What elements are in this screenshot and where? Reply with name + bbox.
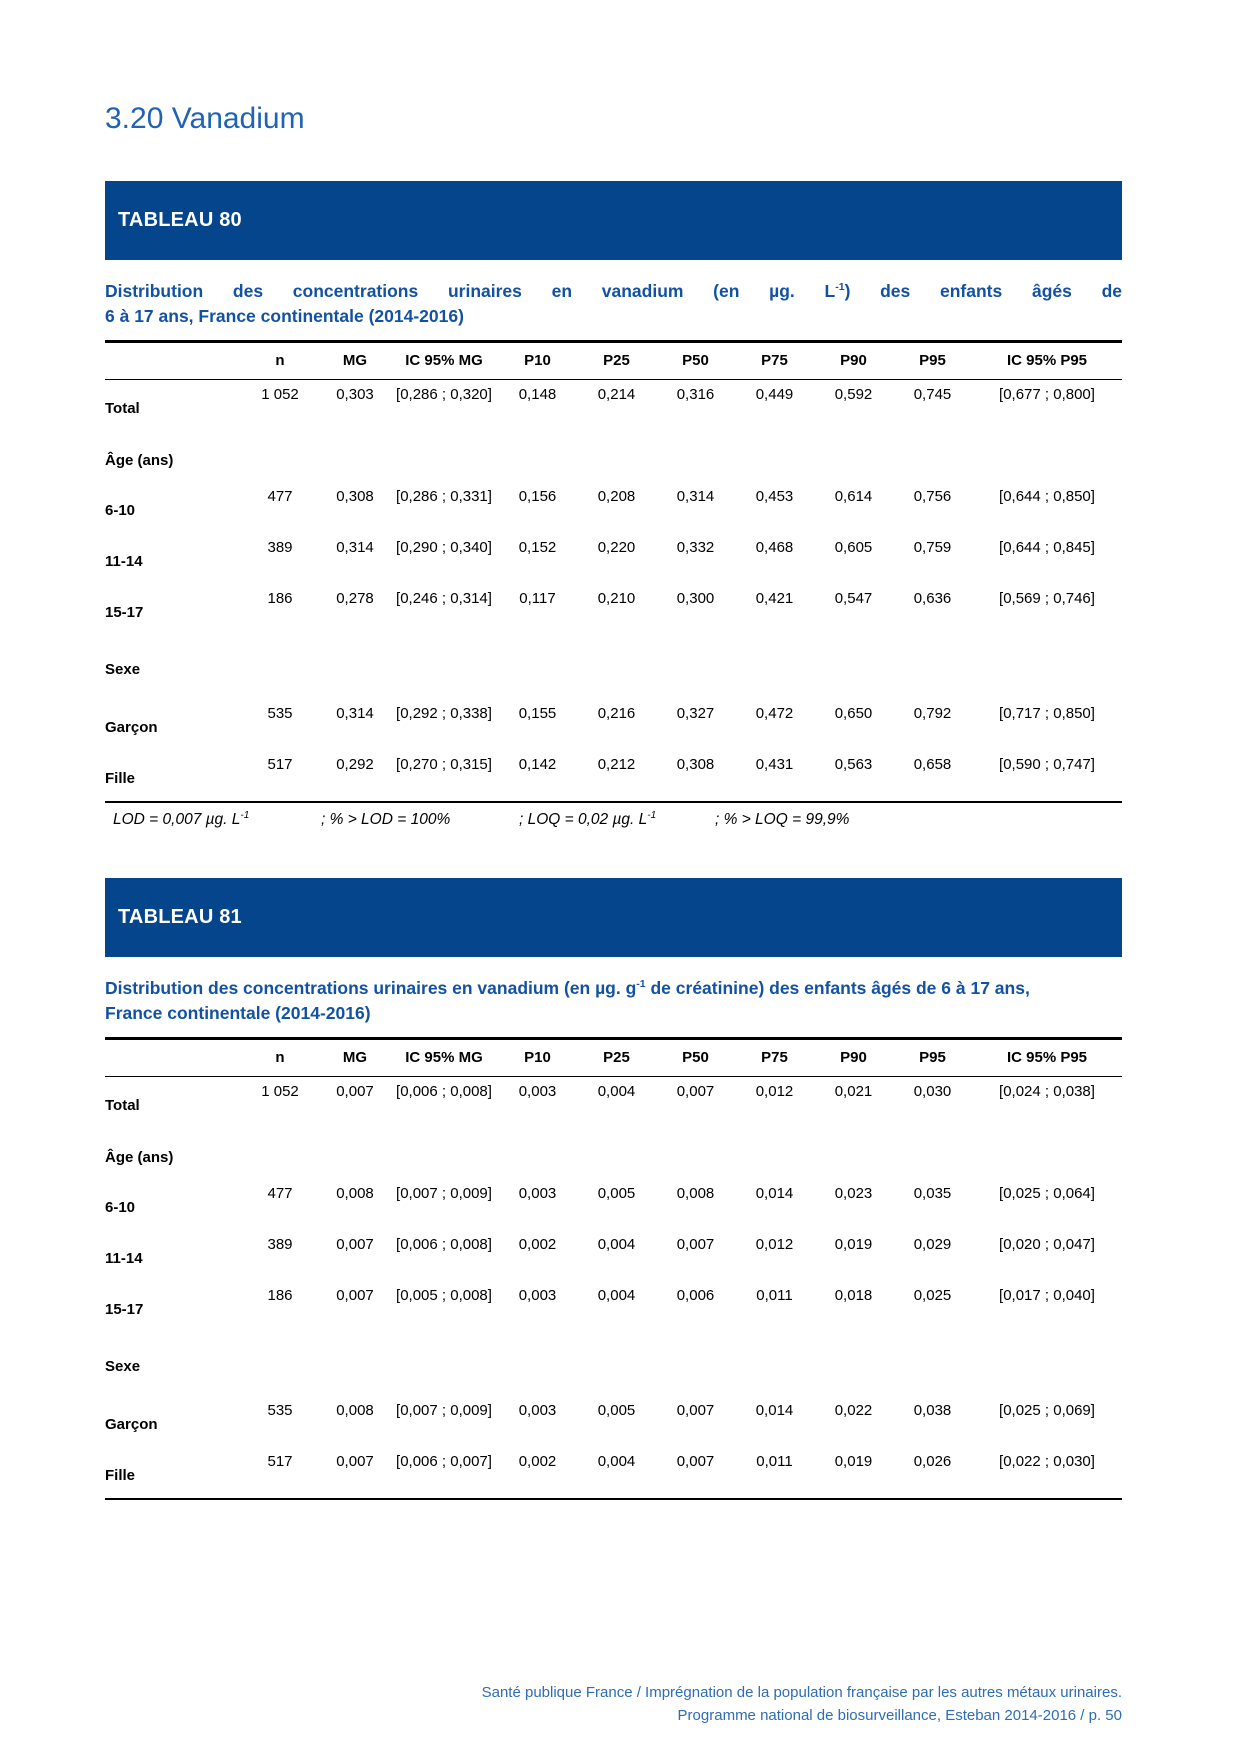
row-label-text: 11-14 [105, 552, 143, 570]
cell: 0,003 [518, 1082, 557, 1100]
cell: 389 [267, 538, 293, 556]
cell: 0,148 [518, 385, 557, 403]
row-label-text: Sexe [105, 660, 141, 678]
cell [814, 1132, 893, 1179]
tableau-81-table [105, 1037, 1122, 1500]
caption-line-1 [105, 972, 1122, 1001]
cell: [0,569 ; 0,746] [999, 589, 1095, 607]
cell [735, 435, 814, 482]
cell: 0,759 [913, 538, 952, 556]
row-label [105, 435, 240, 482]
cell [814, 435, 893, 482]
row-label [105, 1281, 240, 1332]
cell: [0,025 ; 0,064] [999, 1184, 1095, 1202]
row-label [105, 533, 240, 584]
column-header-mg: MG [342, 351, 368, 369]
cell: 0,023 [834, 1184, 873, 1202]
cell: 0,012 [755, 1082, 794, 1100]
row-label [105, 482, 240, 533]
cell: 0,035 [913, 1184, 952, 1202]
cell [577, 435, 656, 482]
cell: 0,026 [913, 1452, 952, 1470]
page-title: 3.20 Vanadium [105, 102, 305, 135]
column-header-empty [105, 341, 240, 379]
tableau-80-banner [105, 181, 1122, 260]
cell: 0,650 [834, 704, 873, 722]
section-row [105, 1132, 1122, 1179]
cell: [0,022 ; 0,030] [999, 1452, 1095, 1470]
cell: 0,449 [755, 385, 794, 403]
table-row [105, 1281, 1122, 1332]
cell: 0,004 [597, 1235, 636, 1253]
cell [320, 1132, 390, 1179]
cell: 0,007 [676, 1452, 715, 1470]
cell: 0,011 [756, 1286, 793, 1304]
row-label-text: 6-10 [105, 1198, 136, 1216]
column-header-ic95-mg: IC 95% MG [405, 1048, 483, 1066]
table-row [105, 750, 1122, 802]
tableau-80-footnote [105, 810, 1122, 829]
footnote-text: ; LOQ = 0,02 µg. L [519, 810, 648, 828]
footer-line-2: Programme national de biosurveillance, Esteban 2014-2016 / p. 50 [677, 1707, 1122, 1724]
footer-line-1: Santé publique France / Imprégnation de la population française par les autres métaux urinaires. [481, 1684, 1122, 1701]
cell: 0,421 [755, 589, 794, 607]
cell: 0,327 [676, 704, 715, 722]
row-label [105, 1332, 240, 1396]
row-label [105, 1230, 240, 1281]
caption-line-1 [105, 275, 1122, 304]
row-label-text: Garçon [105, 718, 158, 736]
cell: 0,002 [518, 1452, 557, 1470]
cell: 0,005 [597, 1184, 636, 1202]
cell: 0,210 [597, 589, 636, 607]
cell: [0,006 ; 0,008] [396, 1235, 492, 1253]
cell: 0,008 [336, 1401, 374, 1419]
cell: [0,020 ; 0,047] [999, 1235, 1095, 1253]
cell: [0,270 ; 0,315] [396, 755, 492, 773]
column-header-n: n [275, 1048, 285, 1066]
tableau-81-caption [105, 972, 1122, 1026]
cell: 0,605 [834, 538, 873, 556]
cell: 1 052 [261, 1082, 299, 1100]
row-label-text: 11-14 [105, 1249, 143, 1267]
cell: [0,024 ; 0,038] [999, 1082, 1095, 1100]
cell: 477 [267, 1184, 293, 1202]
cell: 0,004 [597, 1286, 636, 1304]
cell: 0,431 [755, 755, 794, 773]
cell [814, 635, 893, 699]
page-footer [482, 1681, 1122, 1727]
tableau-80-table [105, 340, 1122, 803]
cell: 0,007 [676, 1082, 715, 1100]
cell [240, 1132, 320, 1179]
cell [577, 1132, 656, 1179]
column-header-p50: P50 [682, 351, 709, 369]
row-label-text: Garçon [105, 1415, 158, 1433]
cell [656, 635, 735, 699]
table-row [105, 699, 1122, 750]
cell [390, 1332, 498, 1396]
cell: 0,563 [834, 755, 873, 773]
cell: [0,292 ; 0,338] [396, 704, 492, 722]
cell: 0,008 [336, 1184, 374, 1202]
cell: 517 [267, 755, 293, 773]
caption-superscript: -1 [636, 977, 646, 990]
column-header-p10: P10 [524, 351, 551, 369]
cell [390, 435, 498, 482]
cell [972, 635, 1122, 699]
cell: 0,022 [834, 1401, 873, 1419]
cell: 0,745 [913, 385, 952, 403]
footnote-pct-loq: ; % > LOQ = 99,9% [715, 810, 850, 828]
cell: 0,472 [755, 704, 794, 722]
cell: 0,152 [518, 538, 557, 556]
row-label [105, 1447, 240, 1499]
column-header-p90: P90 [840, 1048, 867, 1066]
cell [656, 1332, 735, 1396]
cell: 0,019 [834, 1235, 873, 1253]
cell: 0,278 [336, 589, 374, 607]
cell: [0,644 ; 0,850] [999, 487, 1095, 505]
cell: 0,019 [834, 1452, 873, 1470]
cell [814, 1332, 893, 1396]
cell: 0,308 [676, 755, 715, 773]
cell: 0,030 [913, 1082, 952, 1100]
cell [240, 635, 320, 699]
cell [320, 1332, 390, 1396]
cell [893, 435, 972, 482]
footnote-loq [519, 810, 715, 829]
column-header-mg: MG [342, 1048, 368, 1066]
cell: [0,246 ; 0,314] [396, 589, 492, 607]
cell: 0,468 [755, 538, 794, 556]
row-label-text: Âge (ans) [105, 451, 174, 469]
cell: 0,014 [755, 1184, 794, 1202]
column-header-p90: P90 [840, 351, 867, 369]
column-header-ic95-mg: IC 95% MG [405, 351, 483, 369]
cell: 0,007 [336, 1452, 374, 1470]
column-header-ic95-p95: IC 95% P95 [1006, 1048, 1088, 1066]
cell: 0,316 [676, 385, 715, 403]
cell: 0,003 [518, 1401, 557, 1419]
cell: 0,332 [676, 538, 715, 556]
cell [390, 635, 498, 699]
row-label [105, 1076, 240, 1132]
cell: [0,017 ; 0,040] [999, 1286, 1095, 1304]
cell: 0,007 [676, 1235, 715, 1253]
cell [893, 1332, 972, 1396]
cell: 0,314 [676, 487, 715, 505]
cell: 0,314 [336, 704, 374, 722]
table-row [105, 1447, 1122, 1499]
table-row [105, 482, 1122, 533]
footnote-superscript: -1 [240, 809, 250, 821]
row-label-text: 6-10 [105, 501, 136, 519]
row-label-text: Sexe [105, 1357, 141, 1375]
cell: 0,155 [518, 704, 557, 722]
cell [972, 1132, 1122, 1179]
cell: 0,658 [913, 755, 952, 773]
column-header-empty [105, 1038, 240, 1076]
cell: 0,018 [834, 1286, 873, 1304]
cell: 477 [267, 487, 293, 505]
tableau-81-banner [105, 878, 1122, 957]
cell: 0,038 [913, 1401, 952, 1419]
cell [577, 635, 656, 699]
cell: 0,212 [597, 755, 636, 773]
cell: 0,208 [597, 487, 636, 505]
row-label [105, 1179, 240, 1230]
cell: 0,756 [913, 487, 952, 505]
cell: 0,021 [834, 1082, 873, 1100]
row-label [105, 1132, 240, 1179]
column-header-ic95-p95: IC 95% P95 [1006, 351, 1088, 369]
footnote-text: LOD = 0,007 µg. L [113, 810, 241, 828]
cell: 0,117 [519, 589, 556, 607]
cell: [0,006 ; 0,007] [396, 1452, 492, 1470]
cell [735, 635, 814, 699]
row-label-text: 15-17 [105, 1300, 144, 1318]
cell [972, 1332, 1122, 1396]
cell: [0,286 ; 0,320] [396, 385, 492, 403]
table-row [105, 533, 1122, 584]
table-row [105, 1076, 1122, 1132]
cell [972, 435, 1122, 482]
caption-superscript: -1 [835, 281, 845, 293]
cell: 535 [267, 1401, 293, 1419]
tableau-81-banner-label: TABLEAU 81 [118, 905, 242, 928]
cell: 0,156 [518, 487, 557, 505]
cell: 0,453 [755, 487, 794, 505]
cell: 0,004 [597, 1082, 636, 1100]
caption-line-2: 6 à 17 ans, France continentale (2014-2016) [105, 305, 464, 326]
cell [735, 1332, 814, 1396]
cell: 0,008 [676, 1184, 715, 1202]
row-label [105, 1396, 240, 1447]
section-row [105, 435, 1122, 482]
row-label [105, 635, 240, 699]
cell: [0,290 ; 0,340] [396, 538, 492, 556]
cell: [0,007 ; 0,009] [396, 1401, 492, 1419]
cell: 0,005 [597, 1401, 636, 1419]
cell [240, 1332, 320, 1396]
cell: [0,007 ; 0,009] [396, 1184, 492, 1202]
cell [656, 435, 735, 482]
caption-text: de créatinine) des enfants âgés de 6 à 17 ans, [645, 977, 1030, 998]
cell: 0,308 [336, 487, 374, 505]
cell [498, 435, 577, 482]
column-header-p25: P25 [603, 1048, 630, 1066]
row-label [105, 379, 240, 435]
table-row [105, 584, 1122, 635]
column-header-n: n [275, 351, 285, 369]
tableau-80-banner-label: TABLEAU 80 [118, 209, 242, 231]
cell [390, 1132, 498, 1179]
column-header-p25: P25 [603, 351, 630, 369]
cell [498, 635, 577, 699]
cell: 0,614 [834, 487, 873, 505]
footnote-superscript: -1 [647, 809, 657, 821]
cell: 0,220 [597, 538, 636, 556]
footnote-lod [113, 810, 321, 829]
cell: 0,003 [518, 1184, 557, 1202]
tableau-81-section [105, 878, 1122, 1500]
cell: 1 052 [261, 385, 299, 403]
row-label-text: Total [105, 1096, 140, 1114]
cell: 0,011 [756, 1452, 793, 1470]
cell: 0,012 [755, 1235, 794, 1253]
caption-line-2: France continentale (2014-2016) [105, 1002, 371, 1023]
cell: 0,300 [676, 589, 715, 607]
cell: [0,025 ; 0,069] [999, 1401, 1095, 1419]
cell: [0,590 ; 0,747] [999, 755, 1095, 773]
table-row [105, 1396, 1122, 1447]
cell [498, 1132, 577, 1179]
cell: 0,547 [834, 589, 873, 607]
cell: 0,007 [336, 1286, 374, 1304]
caption-text: Distribution des concentrations urinaires en vanadium (en µg. g [105, 977, 637, 998]
section-row [105, 1332, 1122, 1396]
table-header-row [105, 1038, 1122, 1076]
cell [498, 1332, 577, 1396]
row-label-text: Âge (ans) [105, 1148, 174, 1166]
cell [656, 1132, 735, 1179]
cell: 0,142 [518, 755, 557, 773]
row-label [105, 750, 240, 802]
table-row [105, 379, 1122, 435]
table-header-row [105, 341, 1122, 379]
tableau-80-section [105, 181, 1122, 829]
cell: 0,214 [597, 385, 636, 403]
cell: 0,592 [834, 385, 873, 403]
row-label-text: Fille [105, 1466, 136, 1484]
footnote-pct-lod: ; % > LOD = 100% [321, 810, 451, 828]
cell: 0,004 [597, 1452, 636, 1470]
cell: 186 [267, 589, 293, 607]
cell: [0,677 ; 0,800] [999, 385, 1095, 403]
row-label [105, 584, 240, 635]
column-header-p10: P10 [524, 1048, 551, 1066]
row-label-text: Total [105, 399, 140, 417]
cell [240, 435, 320, 482]
cell: 517 [267, 1452, 293, 1470]
cell: 0,003 [518, 1286, 557, 1304]
cell [893, 635, 972, 699]
cell: [0,717 ; 0,850] [999, 704, 1095, 722]
cell: 0,007 [336, 1082, 374, 1100]
cell: 0,006 [676, 1286, 715, 1304]
cell: 389 [267, 1235, 293, 1253]
column-header-p50: P50 [682, 1048, 709, 1066]
cell [320, 635, 390, 699]
cell: 0,002 [518, 1235, 557, 1253]
cell: 0,303 [336, 385, 374, 403]
cell [320, 435, 390, 482]
column-header-p75: P75 [761, 1048, 788, 1066]
cell: 0,792 [913, 704, 952, 722]
column-header-p95: P95 [919, 351, 946, 369]
table-row [105, 1179, 1122, 1230]
cell: 0,007 [676, 1401, 715, 1419]
cell: [0,006 ; 0,008] [396, 1082, 492, 1100]
cell: [0,644 ; 0,845] [999, 538, 1095, 556]
row-label [105, 699, 240, 750]
row-label-text: Fille [105, 769, 136, 787]
cell: 0,007 [336, 1235, 374, 1253]
cell: 0,014 [755, 1401, 794, 1419]
cell [735, 1132, 814, 1179]
cell: 0,314 [336, 538, 374, 556]
caption-text: ) des enfants âgés de [844, 280, 1122, 301]
cell: 0,025 [913, 1286, 952, 1304]
cell: 0,029 [913, 1235, 952, 1253]
cell: 0,636 [913, 589, 952, 607]
cell [893, 1132, 972, 1179]
table-row [105, 1230, 1122, 1281]
cell: 0,292 [336, 755, 374, 773]
tableau-80-caption [105, 275, 1122, 329]
column-header-p75: P75 [761, 351, 788, 369]
cell: [0,286 ; 0,331] [396, 487, 492, 505]
cell: 186 [267, 1286, 293, 1304]
section-row [105, 635, 1122, 699]
cell [577, 1332, 656, 1396]
cell: 535 [267, 704, 293, 722]
cell: [0,005 ; 0,008] [396, 1286, 492, 1304]
row-label-text: 15-17 [105, 603, 144, 621]
cell: 0,216 [597, 704, 636, 722]
caption-text: Distribution des concentrations urinaires en vanadium (en µg. L [105, 280, 836, 301]
column-header-p95: P95 [919, 1048, 946, 1066]
